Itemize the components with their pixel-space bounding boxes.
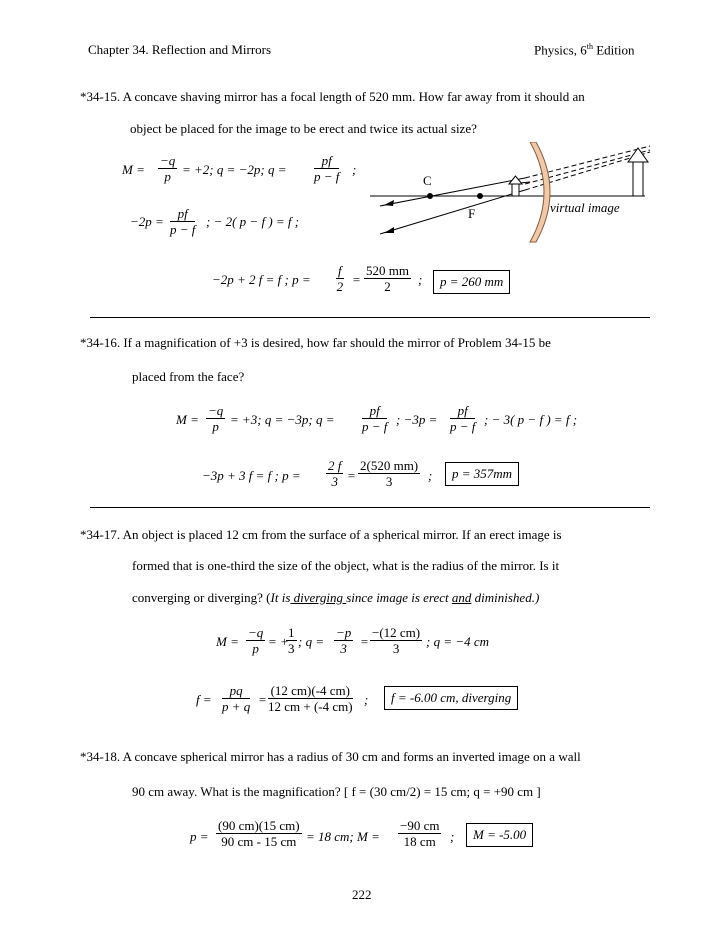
- problem-18-question-line1: *34-18. A concave spherical mirror has a radius of 30 cm and forms an inverted image on a wall: [80, 749, 581, 764]
- q3-italic-2: since image is erect: [346, 590, 452, 605]
- q3-italic-3: diminished.): [471, 590, 540, 605]
- divider-1: [90, 317, 650, 318]
- frac-num: pf: [362, 403, 387, 419]
- p17-eq2-post: ;: [364, 692, 369, 707]
- label-virtual-image: virtual image: [550, 200, 620, 215]
- p16-eq4-lhs: −3p + 3 f = f ; p =: [202, 468, 301, 483]
- p16-eq2-frac: [362, 403, 387, 434]
- edition-suffix: Edition: [592, 42, 635, 58]
- p17-eq1-lhs: M =: [216, 634, 239, 649]
- edition-header: [534, 42, 635, 58]
- chapter-header: Chapter 34. Reflection and Mirrors: [88, 42, 272, 57]
- p16-eq1-frac: [206, 403, 225, 434]
- label-c: C: [423, 173, 432, 188]
- problem-17-question-line2: formed that is one-third the size of the object, what is the radius of the mirror. Is it: [132, 558, 560, 573]
- frac-den: 3: [340, 641, 347, 656]
- p17-eq2-frac2: [268, 683, 353, 714]
- problem-16-question-line2: placed from the face?: [132, 369, 245, 384]
- frac-den: p: [212, 419, 219, 434]
- q3-text: converging or diverging? (: [132, 590, 271, 605]
- p18-eq1-post: ;: [450, 829, 455, 844]
- p15-eq1b-frac: [314, 153, 339, 184]
- problem-17-question-line3: [132, 590, 539, 606]
- problem-17-question-line1: *34-17. An object is placed 12 cm from the surface of a spherical mirror. If an erect image is: [80, 527, 562, 542]
- frac-den: 90 cm - 15 cm: [221, 834, 297, 849]
- p17-eq1-frac3: [334, 625, 353, 656]
- p15-eq1-rhs: = +2; q = −2p; q =: [182, 162, 287, 177]
- frac-den: 12 cm + (-4 cm): [268, 699, 353, 714]
- p15-answer-box: p = 260 mm: [433, 270, 510, 294]
- p15-eq3-frac2: [364, 263, 411, 294]
- p16-eq1-post: = +3; q = −3p; q =: [230, 412, 335, 427]
- answer-diverging: diverging: [461, 690, 512, 705]
- divider-2: [90, 507, 650, 508]
- frac-num: −q: [160, 153, 176, 168]
- problem-15-question-line2: object be placed for the image to be erect and twice its actual size?: [130, 121, 477, 136]
- frac-den: p + q: [222, 699, 251, 714]
- frac-num: 2(520 mm): [360, 458, 419, 473]
- p15-eq1-frac: [158, 153, 177, 184]
- p17-answer-box: [384, 686, 518, 710]
- frac-den: p − f: [362, 419, 388, 434]
- p17-eq1-frac: [246, 625, 265, 656]
- frac-den: 3: [385, 474, 393, 489]
- frac-num: (90 cm)(15 cm): [218, 818, 300, 833]
- p18-eq1-mid: = 18 cm; M =: [306, 829, 380, 844]
- p15-eq3-post: ;: [418, 272, 423, 287]
- p15-eq3-lhs: −2p + 2 f = f ; p =: [212, 272, 311, 287]
- answer-text: f = -6.00 cm,: [391, 690, 462, 705]
- p17-eq2-frac: [222, 683, 250, 714]
- p17-eq1-post: ; q =: [298, 634, 325, 649]
- p16-eq1-lhs: M =: [176, 412, 199, 427]
- label-f: F: [468, 206, 476, 221]
- p15-eq2-post: ; − 2( p − f ) = f ;: [206, 214, 300, 229]
- edition-text: Physics, 6: [534, 42, 587, 58]
- frac-num: −q: [248, 625, 264, 640]
- problem-16-question-line1: *34-16. If a magnification of +3 is desired, how far should the mirror of Problem 34-15 be: [80, 335, 551, 350]
- q3-and: and: [451, 590, 472, 605]
- q3-diverging: diverging: [290, 590, 347, 605]
- frac-den: p − f: [450, 419, 476, 434]
- frac-num: −90 cm: [400, 818, 440, 833]
- mirror-ray-diagram: [360, 142, 660, 252]
- p17-eq1-mid: = +: [268, 634, 289, 649]
- p17-eq1-frac4: [370, 625, 422, 656]
- edition-sup: th: [586, 42, 593, 51]
- frac-den: p − f: [314, 169, 340, 184]
- p16-answer-box: p = 357mm: [445, 462, 519, 486]
- problem-18-question-line2: 90 cm away. What is the magnification? [ f = (30 cm/2) = 15 cm; q = +90 cm ]: [132, 784, 541, 799]
- frac-num: −q: [208, 403, 224, 418]
- p15-eq1b-post: ;: [352, 162, 357, 177]
- frac-num: pf: [314, 153, 339, 169]
- p18-eq1-lhs: p =: [190, 829, 209, 844]
- frac-den: p − f: [170, 222, 196, 237]
- p18-answer-box: M = -5.00: [466, 823, 533, 847]
- p15-eq3-frac1: [336, 263, 344, 294]
- p16-eq4-frac2: [358, 458, 420, 489]
- p17-eq2-lhs: f =: [196, 692, 212, 707]
- p16-eq4-eq: =: [347, 468, 356, 483]
- p15-eq2-lhs: −2p =: [130, 214, 164, 229]
- frac-num: 1: [288, 625, 295, 640]
- page-number: 222: [352, 887, 372, 902]
- p17-eq1-frac2: [286, 625, 297, 656]
- p17-eq1-eq: =: [360, 634, 369, 649]
- p17-eq1-tail: ; q = −4 cm: [426, 634, 490, 649]
- frac-num: −(12 cm): [372, 625, 421, 640]
- p16-eq4-frac1: [326, 458, 343, 489]
- frac-den: 3: [392, 641, 400, 656]
- frac-den: 18 cm: [403, 834, 436, 849]
- p15-eq2-frac: [170, 206, 195, 237]
- p18-eq1-frac: [216, 818, 302, 849]
- frac-den: p: [252, 641, 259, 656]
- frac-num: −p: [336, 625, 352, 640]
- frac-num: f: [338, 263, 342, 278]
- frac-den: 3: [331, 474, 338, 489]
- p16-eq3-post: ; − 3( p − f ) = f ;: [484, 412, 578, 427]
- p15-eq3-eq: =: [352, 272, 361, 287]
- frac-num: 2 f: [328, 458, 342, 473]
- frac-den: 2: [384, 279, 391, 294]
- frac-num: pq: [222, 683, 250, 699]
- p16-eq3-frac: [450, 403, 475, 434]
- problem-15-question-line1: *34-15. A concave shaving mirror has a focal length of 520 mm. How far away from it should an: [80, 89, 585, 104]
- frac-num: (12 cm)(-4 cm): [268, 683, 353, 699]
- p15-eq1-lhs: M =: [122, 162, 145, 177]
- frac-num: pf: [170, 206, 195, 222]
- frac-num: 520 mm: [366, 263, 409, 278]
- p18-eq1-frac2: [398, 818, 441, 849]
- q3-italic: It is: [270, 590, 291, 605]
- p16-eq4-post: ;: [428, 468, 433, 483]
- p17-eq2-eq: =: [258, 692, 267, 707]
- p16-eq2-post: ; −3p =: [396, 412, 438, 427]
- frac-den: p: [164, 169, 171, 184]
- frac-den: 2: [336, 279, 344, 294]
- frac-den: 3: [288, 641, 295, 656]
- frac-num: pf: [450, 403, 475, 419]
